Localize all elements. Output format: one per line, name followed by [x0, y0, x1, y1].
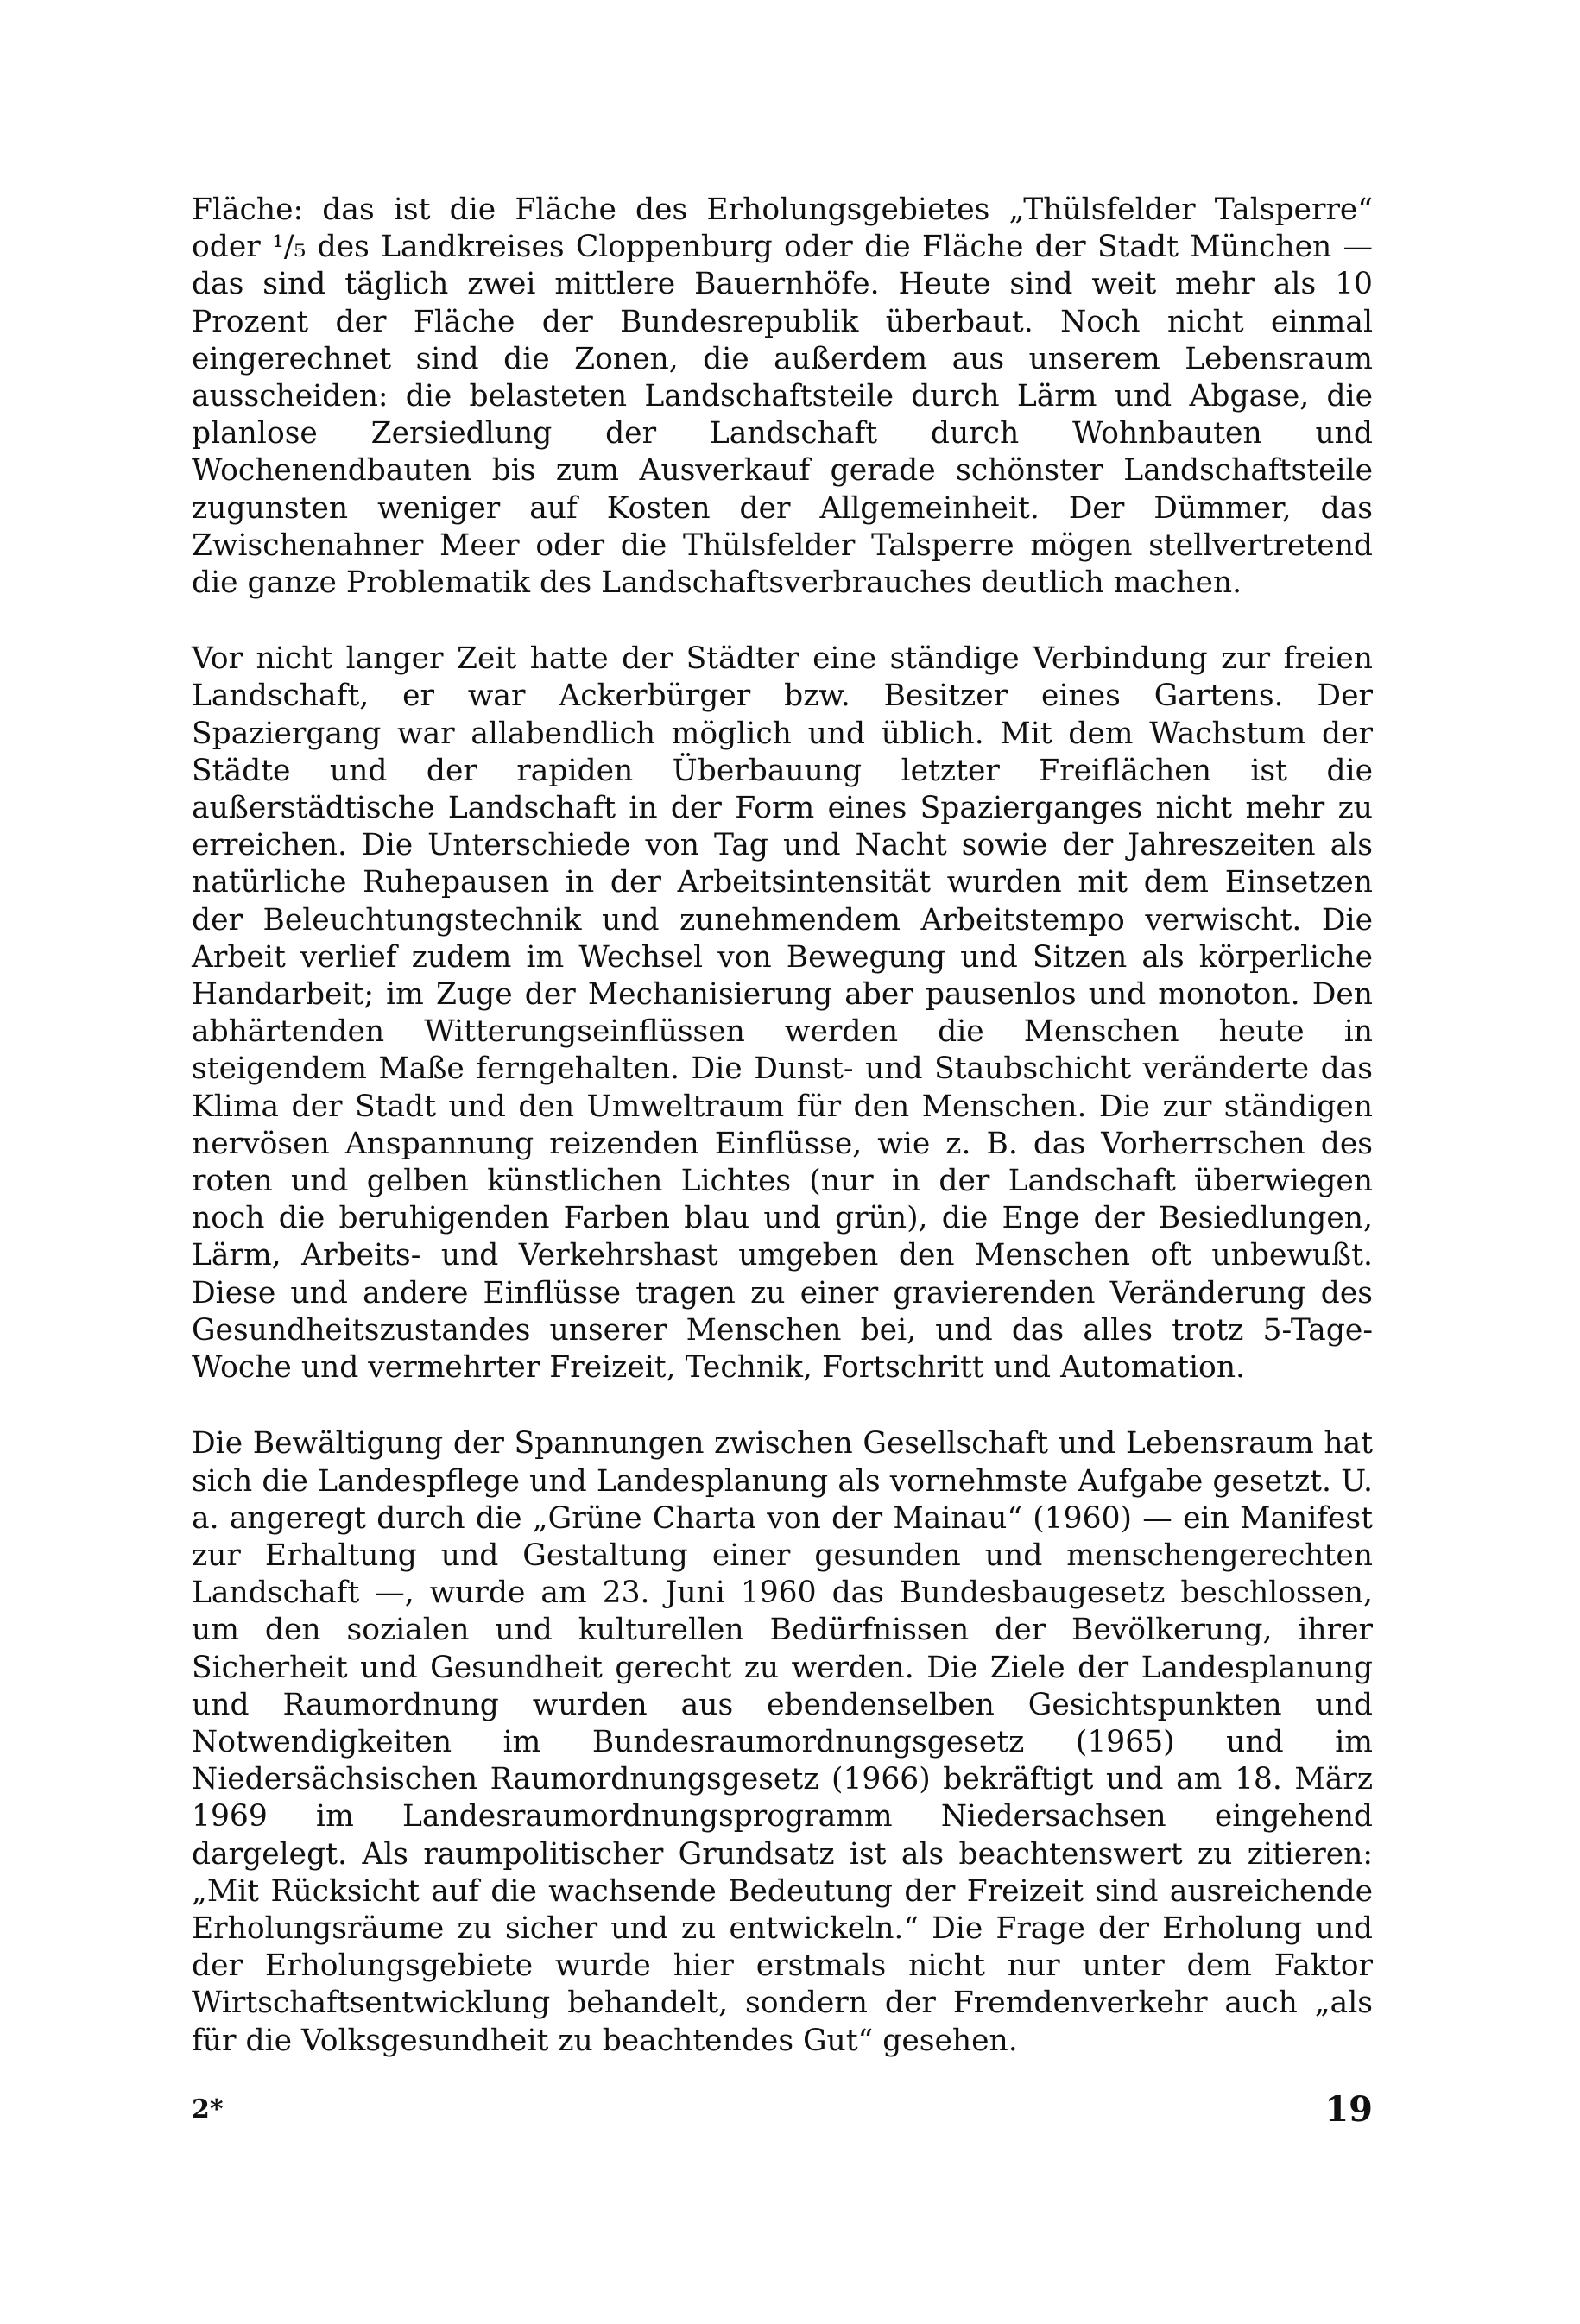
signature-mark: 2* [192, 2094, 224, 2125]
paragraph-3: Die Bewältigung der Spannungen zwischen Gesellschaft und Lebensraum hat sich die Landespflege und Landesplanung als vornehmste Aufgabe gesetzt. U. a. angeregt durch die „Grüne Charta von der Mainau“ (1960) — ein Manifest zur Erhaltung und Gestaltung einer gesunden und menschengerechten Landschaft —, wurde am 23. Juni 1960 das Bundesbaugesetz beschlossen, um den sozialen und kulturellen Bedürfnissen der Bevölkerung, ihrer Sicherheit und Gesundheit gerecht zu werden. Die Ziele der Landesplanung und Raumordnung wurden aus ebendenselben Gesichtspunkten und Notwendigkeiten im Bundesraumordnungsgesetz (1965) und im Niedersächsischen Raumordnungsgesetz (1966) bekräftigt und am 18. März 1969 im Landesraumordnungsprogramm Niedersachsen eingehend dargelegt. Als raumpolitischer Grundsatz ist als beachtenswert zu zitieren: „Mit Rücksicht auf die wachsende Bedeutung der Freizeit sind ausreichende Erholungsräume zu sicher und zu entwickeln.“ Die Frage der Erholung und der Erholungsgebiete wurde hier erstmals nicht nur unter dem Faktor Wirtschaftsentwicklung behandelt, sondern der Fremdenverkehr auch „als für die Volksgesundheit zu beachtendes Gut“ gesehen. [192, 1426, 1373, 2058]
paragraph-2: Vor nicht langer Zeit hatte der Städter eine ständige Verbindung zur freien Landschaft, er war Ackerbürger bzw. Besitzer eines Gartens. Der Spaziergang war allabendlich möglich und üblich. Mit dem Wachstum der Städte und der rapiden Überbauung letzter Freiflächen ist die außerstädtische Landschaft in der Form eines Spazierganges nicht mehr zu erreichen. Die Unterschiede von Tag und Nacht sowie der Jahreszeiten als natürliche Ruhepausen in der Arbeitsintensität wurden mit dem Einsetzen der Beleuchtungstechnik und zunehmendem Arbeitstempo verwischt. Die Arbeit verlief zudem im Wechsel von Bewegung und Sitzen als körperliche Handarbeit; im Zuge der Mechanisierung aber pausenlos und monoton. Den abhärtenden Witterungseinflüssen werden die Menschen heute in steigendem Maße ferngehalten. Die Dunst- und Staubschicht veränderte das Klima der Stadt und den Umweltraum für den Menschen. Die zur ständigen nervösen Anspannung reizenden Einflüsse, wie z. B. das Vorherrschen des roten und gelben künstlichen Lichtes (nur in der Landschaft überwiegen noch die beruhigenden Farben blau und grün), die Enge der Besiedlungen, Lärm, Arbeits- und Verkehrshast umgeben den Menschen oft unbewußt. Diese und andere Einflüsse tragen zu einer gravierenden Veränderung des Gesundheitszustandes unserer Menschen bei, und das alles trotz 5-Tage-Woche und vermehrter Freizeit, Technik, Fortschritt und Automation. [192, 641, 1373, 1386]
page-footer [192, 2089, 1373, 2141]
page-number: 19 [1324, 2089, 1373, 2130]
text-column [192, 192, 1373, 2060]
paragraph-1: Fläche: das ist die Fläche des Erholungsgebietes „Thülsfelder Talsperre“ oder ¹/₅ des Landkreises Cloppenburg oder die Fläche der Stadt München — das sind täglich zwei mittlere Bauernhöfe. Heute sind weit mehr als 10 Prozent der Fläche der Bundesrepublik überbaut. Noch nicht einmal eingerechnet sind die Zonen, die außerdem aus unserem Lebensraum ausscheiden: die belasteten Landschaftsteile durch Lärm und Abgase, die planlose Zersiedlung der Landschaft durch Wohnbauten und Wochenendbauten bis zum Ausverkauf gerade schönster Landschaftsteile zugunsten weniger auf Kosten der Allgemeinheit. Der Dümmer, das Zwischenahner Meer oder die Thülsfelder Talsperre mögen stellvertretend die ganze Problematik des Landschaftsverbrauches deutlich machen. [192, 193, 1373, 601]
